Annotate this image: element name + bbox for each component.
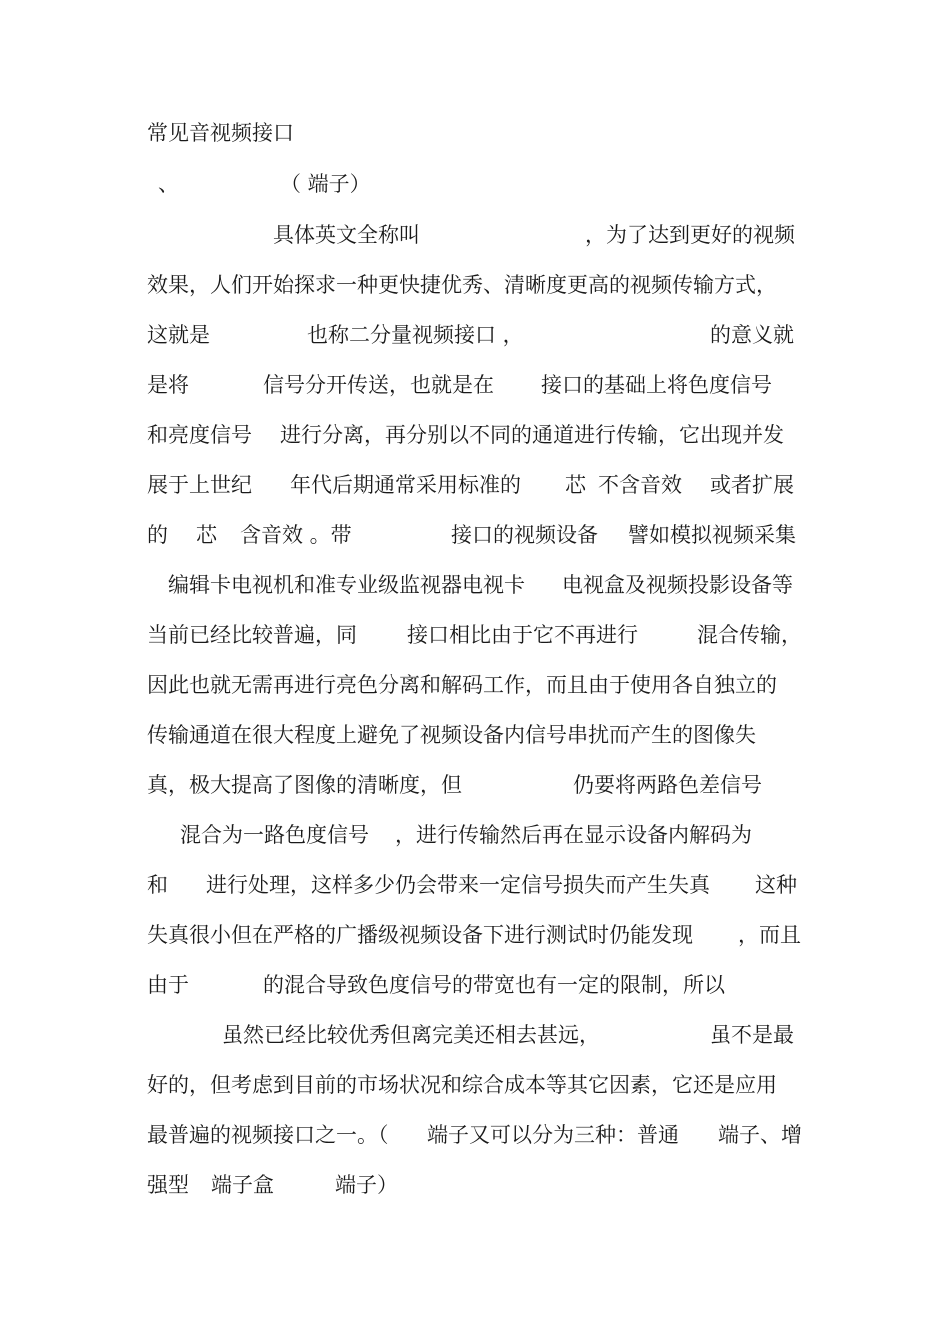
text-line: 这种 [755,873,797,897]
text-line: 接口的视频设备 [451,523,598,547]
text-line: 电视盒及视频投影设备等 [562,573,793,597]
text-line: 编辑卡电视机和准专业级监视器电视卡 [168,573,525,597]
text-line: 端子又可以分为三种：普通 [427,1123,679,1147]
text-line: 接口的基础上将色度信号 [541,373,772,397]
text-line: 端子盒 [211,1173,274,1197]
text-line: 的意义就 [710,323,794,347]
text-line: 进行分离，再分别以不同的通道进行传输，它出现并发 [280,423,784,447]
text-line: 最普遍的视频接口之一。（ [147,1123,389,1147]
text-line: 和亮度信号 [147,423,252,447]
text-line: 也称二分量视频接口 ， [307,323,524,347]
text-line: 芯 [196,523,217,547]
text-line: 效果，人们开始探求一种更快捷优秀、清晰度更高的视频传输方式， [147,273,777,297]
text-line: 端子、增 [718,1123,802,1147]
page-title: 常见音视频接口 [147,121,294,145]
text-line: 展于上世纪 [147,473,252,497]
text-line: 含音效 。带 [240,523,352,547]
text-line: 芯 [565,473,586,497]
text-line: 不含音效 [598,473,682,497]
text-line: 或者扩展 [710,473,794,497]
text-line: 譬如模拟视频采集 [628,523,796,547]
section-heading-label: （ 端子） [280,172,371,196]
text-line: 混合传输， [697,623,802,647]
text-line: 虽不是最 [710,1023,794,1047]
text-line: 失真很小但在严格的广播级视频设备下进行测试时仍能发现 [147,923,693,947]
text-line: ，进行传输然后再在显示设备内解码为 [395,823,752,847]
text-line: ，为了达到更好的视频 [585,223,795,247]
text-line: 因此也就无需再进行亮色分离和解码工作，而且由于使用各自独立的 [147,673,777,697]
text-line: 接口相比由于它不再进行 [407,623,638,647]
text-line: 是将 [147,373,189,397]
text-line: 进行处理，这样多少仍会带来一定信号损失而产生失真 [206,873,710,897]
text-line: 具体英文全称叫 [273,223,420,247]
section-heading-mark: 、 [158,172,179,196]
text-line: 好的，但考虑到目前的市场状况和综合成本等其它因素，它还是应用 [147,1073,777,1097]
text-line: 虽然已经比较优秀但离完美还相去甚远， [222,1023,600,1047]
text-line: 当前已经比较普遍，同 [147,623,357,647]
text-line: 真，极大提高了图像的清晰度，但 [147,773,462,797]
text-line: ，而且 [738,923,801,947]
text-line: 的混合导致色度信号的带宽也有一定的限制，所以 [263,973,725,997]
text-line: 的 [147,523,168,547]
text-line: 强型 [147,1173,189,1197]
text-line: 年代后期通常采用标准的 [290,473,521,497]
text-line: 端子） [335,1173,398,1197]
text-line: 由于 [147,973,189,997]
text-line: 混合为一路色度信号 [180,823,369,847]
text-line: 传输通道在很大程度上避免了视频设备内信号串扰而产生的图像失 [147,723,756,747]
text-line: 信号分开传送，也就是在 [263,373,494,397]
text-line: 这就是 [147,323,210,347]
text-line: 仍要将两路色差信号 [573,773,762,797]
text-line: 和 [147,873,168,897]
